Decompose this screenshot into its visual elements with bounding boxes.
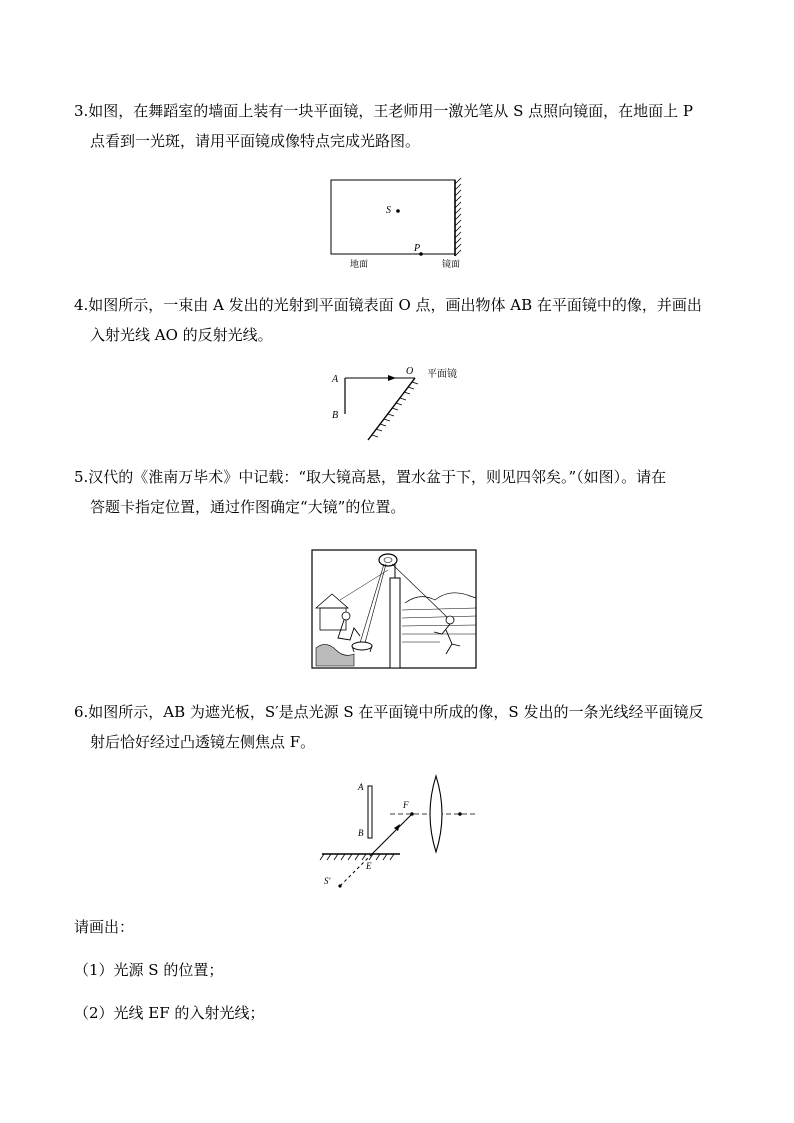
label-b: B xyxy=(332,410,339,421)
q6-prompt: 请画出： xyxy=(74,918,135,936)
question-4 xyxy=(74,290,734,350)
central-wall xyxy=(390,578,400,668)
label-p: P xyxy=(414,243,421,254)
label-s-image: S′ xyxy=(324,876,331,886)
shading-board xyxy=(368,786,372,838)
room-outline xyxy=(331,180,455,254)
q6-line2: 射后恰好经过凸透镜左侧焦点 F。 xyxy=(90,733,316,751)
q3-line2: 点看到一光斑，请用平面镜成像特点完成光路图。 xyxy=(90,132,421,150)
q3-figure xyxy=(310,172,490,272)
q6-item-2: （2）光线 EF 的入射光线； xyxy=(74,1004,265,1022)
label-f: F xyxy=(403,800,409,810)
mirror-hatching xyxy=(455,178,461,256)
label-mirror: 镜面 xyxy=(442,259,461,269)
label-plane-mirror: 平面镜 xyxy=(427,369,457,380)
mirror-hatching xyxy=(372,382,418,437)
q5-line2: 答题卡指定位置，通过作图确定“大镜”的位置。 xyxy=(90,498,406,516)
point-s-image xyxy=(338,884,341,887)
mirror-hatching xyxy=(320,854,394,860)
label-s: S xyxy=(386,205,391,216)
person-right-head xyxy=(446,616,454,624)
label-b: B xyxy=(358,828,364,838)
question-5 xyxy=(74,462,734,522)
water-basin xyxy=(352,642,372,650)
convex-lens xyxy=(430,776,442,852)
label-e: E xyxy=(366,861,372,871)
q4-line1: 4.如图所示，一束由 A 发出的光射到平面镜表面 O 点，画出物体 AB 在平面镜中的像，并画出 xyxy=(74,296,702,314)
hanging-mirror xyxy=(379,554,397,566)
q6-line1: 6.如图所示，AB 为遮光板，S′是点光源 S 在平面镜中所成的像，S 发出的一条光线经平面镜反 xyxy=(74,703,704,721)
q6-item-1: （1）光源 S 的位置； xyxy=(74,961,224,979)
q5-line1: 5.汉代的《淮南万毕术》中记载：“取大镜高悬，置水盆于下，则见四邻矣。”（如图）。请在 xyxy=(74,468,667,486)
q4-line2: 入射光线 AO 的反射光线。 xyxy=(90,326,273,344)
q3-line1: 3.如图，在舞蹈室的墙面上装有一块平面镜，王老师用一激光笔从 S 点照向镜面，在地面上 P xyxy=(74,102,693,120)
q5-illustration xyxy=(310,548,480,672)
label-a: A xyxy=(332,374,339,385)
ray-arrow xyxy=(388,375,396,381)
question-6 xyxy=(74,697,734,757)
point-s xyxy=(396,209,400,213)
q4-figure xyxy=(320,360,480,450)
focal-point-right xyxy=(458,812,462,816)
person-left-head xyxy=(342,612,350,620)
focal-point-left xyxy=(410,812,414,816)
label-ground: 地面 xyxy=(350,259,369,269)
label-o: O xyxy=(406,366,414,377)
q6-figure xyxy=(310,772,490,890)
label-a: A xyxy=(358,782,364,792)
ray-ef xyxy=(372,814,412,854)
question-3 xyxy=(74,96,734,156)
